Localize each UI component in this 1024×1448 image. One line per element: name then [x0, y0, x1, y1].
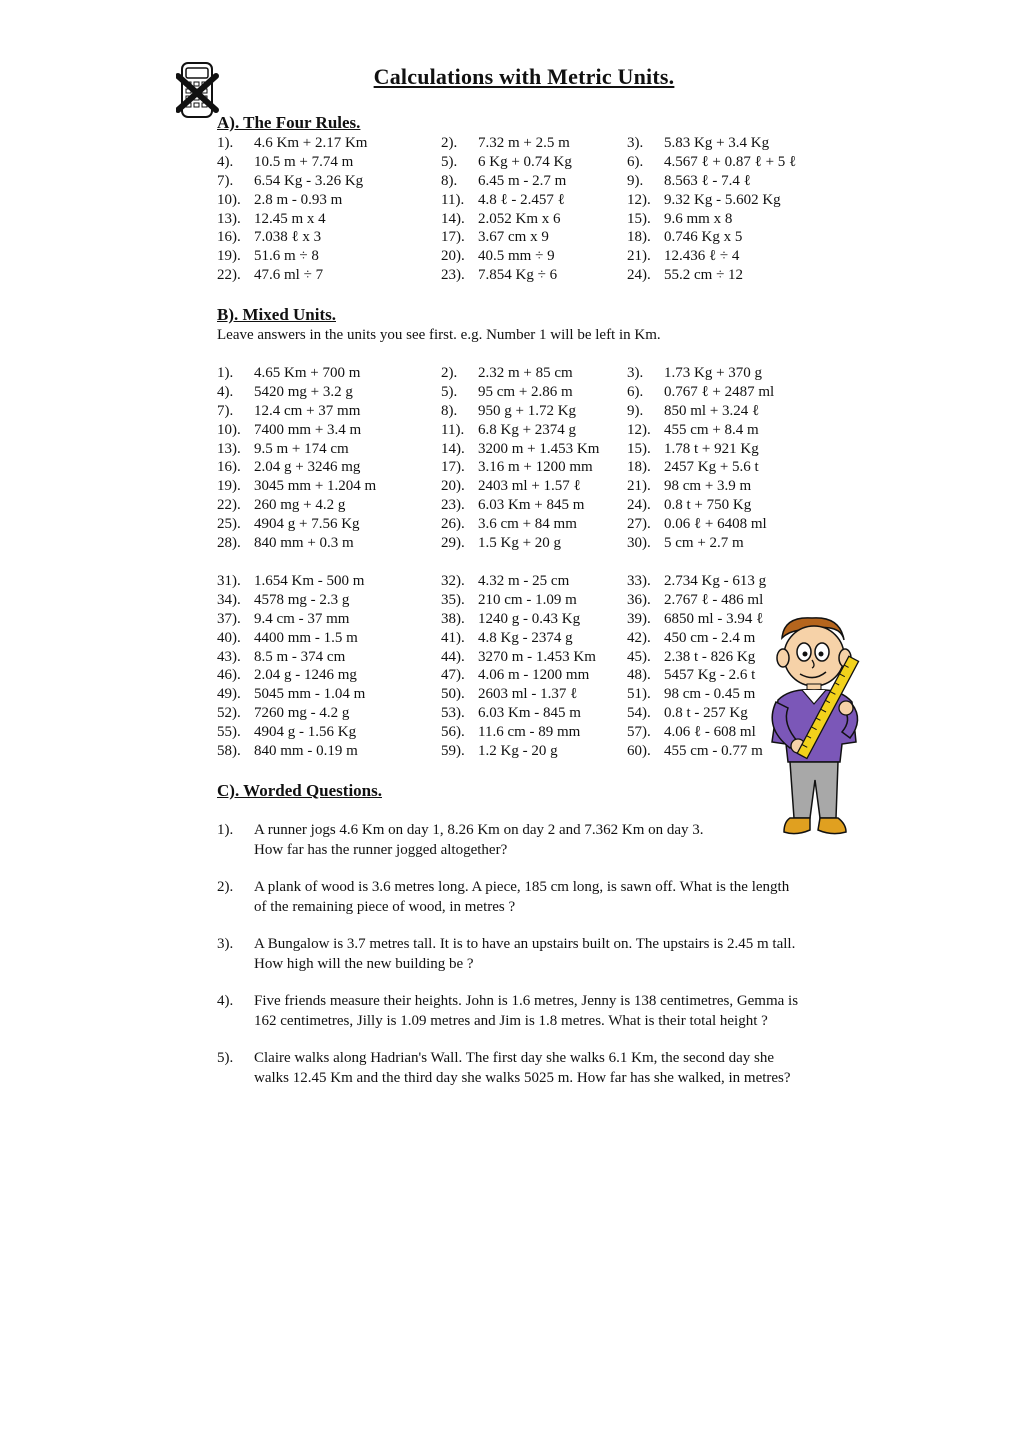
problem-number: 54). [627, 705, 651, 722]
problem-expression: 12.436 ℓ ÷ 4 [664, 248, 740, 265]
problem-item [627, 365, 762, 382]
problem-expression: 4.8 Kg - 2374 g [478, 629, 573, 646]
problem-item [627, 630, 755, 647]
problem-expression: 3270 m - 1.453 Km [478, 648, 596, 665]
problem-number: 32). [441, 573, 465, 589]
problem-expression: 2.767 ℓ - 486 ml [664, 591, 764, 608]
problem-number: 56). [441, 724, 465, 741]
problem-item [441, 192, 565, 209]
problem-item [441, 248, 555, 265]
problem-number: 18). [627, 459, 651, 476]
problem-expression: 2.04 g + 3246 mg [254, 459, 361, 476]
problem-expression: 55.2 cm ÷ 12 [664, 267, 744, 284]
problem-expression: 6.03 Km - 845 m [478, 705, 581, 722]
problem-expression: 5045 mm - 1.04 m [254, 686, 366, 703]
problem-expression: 8.563 ℓ - 7.4 ℓ [664, 172, 751, 189]
problem-item [627, 573, 766, 590]
problem-number: 11). [441, 421, 465, 438]
problem-item [627, 686, 755, 703]
problem-number: 47). [441, 667, 465, 684]
problem-item [217, 173, 363, 190]
question-text-line: A runner jogs 4.6 Km on day 1, 8.26 Km on day 2 and 7.362 Km on day 3. [254, 822, 704, 838]
problem-expression: 3200 m + 1.453 Km [478, 440, 600, 457]
problem-item [441, 154, 572, 171]
problem-expression: 3.6 cm + 84 mm [478, 516, 577, 533]
problem-expression: 455 cm - 0.77 m [664, 743, 763, 760]
problem-number: 49). [217, 686, 241, 703]
problem-item [627, 248, 739, 265]
problem-item [627, 497, 751, 514]
problem-item [441, 592, 577, 609]
problem-expression: 40.5 mm ÷ 9 [478, 248, 555, 265]
problem-expression: 5.83 Kg + 3.4 Kg [664, 135, 770, 151]
worded-question [217, 877, 837, 917]
problem-item [441, 229, 549, 246]
problem-item [627, 743, 763, 760]
problem-number: 10). [217, 421, 241, 438]
problem-expression: 6.45 m - 2.7 m [478, 172, 567, 189]
question-text-line: Five friends measure their heights. John is 1.6 metres, Jenny is 138 centimetres, Gemma is [254, 993, 799, 1009]
problem-item [441, 459, 593, 476]
problem-item [217, 743, 358, 760]
problem-number: 1). [217, 135, 234, 151]
problem-expression: 7400 mm + 3.4 m [254, 421, 362, 438]
boy-holding-ruler-illustration [760, 612, 870, 844]
problem-number: 17). [441, 229, 465, 246]
problem-expression: 4.06 m - 1200 mm [478, 667, 590, 684]
problem-number: 11). [441, 191, 465, 208]
problem-item [627, 173, 751, 190]
problem-item [627, 705, 748, 722]
problem-expression: 47.6 ml ÷ 7 [254, 267, 324, 284]
question-text-line: How far has the runner jogged altogether? [254, 842, 508, 858]
problem-expression: 1.78 t + 921 Kg [664, 440, 759, 457]
problem-item [441, 611, 580, 628]
problem-number: 14). [441, 210, 465, 227]
problem-item [217, 384, 353, 401]
problem-number: 59). [441, 743, 465, 760]
problem-expression: 1.654 Km - 500 m [254, 573, 365, 589]
problem-expression: 0.8 t - 257 Kg [664, 705, 748, 722]
page-title: Calculations with Metric Units. [373, 64, 675, 89]
problem-item [627, 516, 767, 533]
problem-number: 37). [217, 610, 241, 627]
question-text-line: Claire walks along Hadrian's Wall. The first day she walks 6.1 Km, the second day she [254, 1050, 774, 1066]
problem-item [441, 516, 577, 533]
problem-item [627, 649, 755, 666]
problem-number: 25). [217, 516, 241, 533]
question-text-line: of the remaining piece of wood, in metres ? [254, 899, 516, 915]
problem-expression: 4.65 Km + 700 m [254, 365, 361, 381]
problem-number: 23). [441, 267, 465, 284]
problem-expression: 0.767 ℓ + 2487 ml [664, 383, 775, 400]
problem-expression: 1.73 Kg + 370 g [664, 365, 763, 381]
problem-item [441, 743, 558, 760]
problem-number: 4). [217, 383, 234, 400]
problem-number: 40). [217, 629, 241, 646]
problem-item [441, 403, 576, 420]
problem-expression: 2.052 Km x 6 [478, 210, 561, 227]
problem-item [217, 229, 321, 246]
section-c-heading: C). Worded Questions. [217, 781, 382, 800]
problem-number: 10). [217, 191, 241, 208]
problem-expression: 9.6 mm x 8 [664, 210, 733, 227]
problem-expression: 6850 ml - 3.94 ℓ [664, 610, 764, 627]
problem-expression: 850 ml + 3.24 ℓ [664, 402, 760, 419]
section-a-heading: A). The Four Rules. [217, 113, 361, 132]
problem-expression: 1.2 Kg - 20 g [478, 743, 558, 760]
problem-item [441, 630, 573, 647]
problem-item [441, 211, 561, 228]
problem-number: 30). [627, 535, 651, 552]
problem-number: 12). [627, 191, 651, 208]
problem-number: 8). [441, 172, 458, 189]
problem-number: 2). [441, 135, 458, 151]
problem-expression: 7.854 Kg ÷ 6 [478, 267, 558, 284]
problem-number: 24). [627, 267, 651, 284]
problem-number: 58). [217, 743, 241, 760]
problem-expression: 4.06 ℓ - 608 ml [664, 724, 756, 741]
problem-number: 44). [441, 648, 465, 665]
problem-number: 3). [627, 365, 644, 381]
problem-number: 17). [441, 459, 465, 476]
problem-number: 31). [217, 573, 241, 589]
problem-item [217, 573, 364, 590]
problem-number: 4). [217, 153, 234, 170]
problem-item [217, 478, 376, 495]
problem-expression: 4400 mm - 1.5 m [254, 629, 358, 646]
problem-item [627, 403, 759, 420]
problem-item [627, 724, 756, 741]
problem-expression: 95 cm + 2.86 m [478, 383, 573, 400]
problem-number: 27). [627, 516, 651, 533]
problem-expression: 5 cm + 2.7 m [664, 535, 744, 552]
problem-item [217, 403, 360, 420]
problem-expression: 260 mg + 4.2 g [254, 497, 346, 514]
problem-number: 13). [217, 210, 241, 227]
problem-item [627, 422, 759, 439]
problem-number: 48). [627, 667, 651, 684]
problem-item [627, 459, 759, 476]
problem-item [441, 667, 589, 684]
problem-expression: 3045 mm + 1.204 m [254, 478, 377, 495]
worded-question [217, 991, 837, 1031]
section-b-instructions: Leave answers in the units you see first. e.g. Number 1 will be left in Km. [217, 327, 661, 343]
problem-number: 19). [217, 248, 241, 265]
problem-item [627, 535, 744, 552]
question-text-line: A Bungalow is 3.7 metres tall. It is to have an upstairs built on. The upstairs is 2.45 m tall. [254, 936, 796, 952]
problem-item [217, 192, 342, 209]
problem-item [217, 611, 349, 628]
problem-item [441, 649, 596, 666]
problem-number: 15). [627, 210, 651, 227]
no-calculator-icon [176, 60, 220, 120]
problem-item [627, 441, 759, 458]
question-number: 3). [217, 936, 234, 952]
problem-number: 8). [441, 402, 458, 419]
worded-question [217, 820, 837, 860]
problem-item [441, 497, 584, 514]
problem-number: 1). [217, 365, 234, 381]
problem-expression: 4578 mg - 2.3 g [254, 591, 350, 608]
problem-number: 16). [217, 459, 241, 476]
problem-item [441, 573, 569, 590]
problem-item [627, 592, 763, 609]
problem-expression: 6.54 Kg - 3.26 Kg [254, 172, 364, 189]
problem-item [627, 384, 774, 401]
problem-number: 7). [217, 402, 234, 419]
problem-expression: 210 cm - 1.09 m [478, 591, 577, 608]
problem-expression: 840 mm - 0.19 m [254, 743, 358, 760]
problem-number: 28). [217, 535, 241, 552]
problem-number: 33). [627, 573, 651, 589]
problem-number: 55). [217, 724, 241, 741]
problem-number: 24). [627, 497, 651, 514]
problem-number: 45). [627, 648, 651, 665]
worded-questions [217, 820, 837, 1105]
problem-item [441, 173, 566, 190]
problem-item [217, 649, 345, 666]
problem-number: 38). [441, 610, 465, 627]
problem-item [217, 630, 358, 647]
problem-item [441, 267, 557, 284]
problem-number: 22). [217, 267, 241, 284]
question-number: 5). [217, 1050, 234, 1066]
problem-expression: 3.67 cm x 9 [478, 229, 549, 246]
problem-item [217, 535, 354, 552]
problem-item [441, 535, 561, 552]
problem-expression: 4.8 ℓ - 2.457 ℓ [478, 191, 565, 208]
problem-expression: 9.4 cm - 37 mm [254, 610, 350, 627]
question-number: 2). [217, 879, 234, 895]
problem-number: 50). [441, 686, 465, 703]
problem-expression: 450 cm - 2.4 m [664, 629, 756, 646]
problem-item [627, 478, 751, 495]
problem-number: 9). [627, 402, 644, 419]
problem-number: 14). [441, 440, 465, 457]
problem-number: 39). [627, 610, 651, 627]
problem-number: 16). [217, 229, 241, 246]
problem-item [217, 365, 360, 382]
problem-expression: 0.746 Kg x 5 [664, 229, 743, 246]
problem-expression: 11.6 cm - 89 mm [478, 724, 581, 741]
problem-item [217, 592, 349, 609]
problem-item [217, 705, 349, 722]
problem-item [627, 211, 732, 228]
problem-number: 2). [441, 365, 458, 381]
problem-expression: 2.8 m - 0.93 m [254, 191, 343, 208]
problem-expression: 840 mm + 0.3 m [254, 535, 354, 552]
problem-item [627, 154, 796, 171]
problem-item [441, 686, 577, 703]
problem-expression: 6.8 Kg + 2374 g [478, 421, 577, 438]
problem-number: 5). [441, 383, 458, 400]
problem-number: 46). [217, 667, 241, 684]
problem-item [627, 135, 769, 152]
problem-item [217, 422, 361, 439]
problem-number: 52). [217, 705, 241, 722]
problem-expression: 6 Kg + 0.74 Kg [478, 153, 572, 170]
problem-item [441, 705, 581, 722]
problem-expression: 1240 g - 0.43 Kg [478, 610, 581, 627]
problem-item [217, 686, 365, 703]
problem-expression: 4904 g + 7.56 Kg [254, 516, 360, 533]
problem-item [217, 516, 360, 533]
problem-item [627, 267, 743, 284]
problem-number: 60). [627, 743, 651, 760]
problem-item [627, 192, 781, 209]
question-number: 1). [217, 822, 234, 838]
problem-expression: 2403 ml + 1.57 ℓ [478, 478, 581, 495]
problem-number: 6). [627, 383, 644, 400]
problem-number: 19). [217, 478, 241, 495]
problem-item [217, 441, 349, 458]
problem-expression: 12.4 cm + 37 mm [254, 402, 361, 419]
problem-expression: 4.567 ℓ + 0.87 ℓ + 5 ℓ [664, 153, 797, 170]
problem-item [217, 267, 323, 284]
problem-number: 5). [441, 153, 458, 170]
problem-number: 41). [441, 629, 465, 646]
problem-item [627, 611, 763, 628]
problem-item [217, 211, 326, 228]
question-text-line: A plank of wood is 3.6 metres long. A piece, 185 cm long, is sawn off. What is the length [254, 879, 790, 895]
problem-expression: 2603 ml - 1.37 ℓ [478, 686, 578, 703]
problem-item [441, 422, 576, 439]
problem-expression: 12.45 m x 4 [254, 210, 326, 227]
problem-number: 51). [627, 686, 651, 703]
section-b-heading: B). Mixed Units. [217, 305, 336, 324]
problem-number: 22). [217, 497, 241, 514]
problem-expression: 950 g + 1.72 Kg [478, 402, 577, 419]
problem-expression: 1.5 Kg + 20 g [478, 535, 562, 552]
problem-expression: 2457 Kg + 5.6 t [664, 459, 759, 476]
problem-number: 34). [217, 591, 241, 608]
problem-expression: 9.32 Kg - 5.602 Kg [664, 191, 781, 208]
problem-item [217, 459, 360, 476]
problem-item [217, 135, 367, 152]
problem-number: 9). [627, 172, 644, 189]
question-text-line: walks 12.45 Km and the third day she walks 5025 m. How far has she walked, in metres? [254, 1070, 791, 1086]
problem-number: 21). [627, 478, 651, 495]
problem-expression: 7.32 m + 2.5 m [478, 135, 570, 151]
problem-item [627, 667, 755, 684]
problem-number: 20). [441, 478, 465, 495]
problem-number: 23). [441, 497, 465, 514]
problem-expression: 4904 g - 1.56 Kg [254, 724, 357, 741]
problem-number: 7). [217, 172, 234, 189]
problem-expression: 9.5 m + 174 cm [254, 440, 349, 457]
problem-expression: 7.038 ℓ x 3 [254, 229, 322, 246]
problem-item [217, 154, 353, 171]
problem-expression: 2.04 g - 1246 mg [254, 667, 357, 684]
problem-number: 26). [441, 516, 465, 533]
worded-question [217, 934, 837, 974]
problem-number: 15). [627, 440, 651, 457]
problem-number: 20). [441, 248, 465, 265]
question-text-line: 162 centimetres, Jilly is 1.09 metres and Jim is 1.8 metres. What is their total height ? [254, 1013, 768, 1029]
problem-number: 42). [627, 629, 651, 646]
problem-number: 18). [627, 229, 651, 246]
problem-expression: 7260 mg - 4.2 g [254, 705, 350, 722]
problem-item [217, 497, 345, 514]
problem-expression: 2.38 t - 826 Kg [664, 648, 756, 665]
problem-expression: 51.6 m ÷ 8 [254, 248, 319, 265]
problem-item [627, 229, 742, 246]
problem-expression: 10.5 m + 7.74 m [254, 153, 354, 170]
problem-expression: 4.32 m - 25 cm [478, 573, 570, 589]
problem-number: 13). [217, 440, 241, 457]
problem-item [441, 384, 573, 401]
problem-expression: 0.8 t + 750 Kg [664, 497, 752, 514]
problem-number: 21). [627, 248, 651, 265]
problem-item [217, 724, 356, 741]
worded-question [217, 1048, 837, 1088]
problem-number: 29). [441, 535, 465, 552]
problem-expression: 98 cm - 0.45 m [664, 686, 756, 703]
problem-expression: 4.6 Km + 2.17 Km [254, 135, 368, 151]
problem-item [441, 135, 570, 152]
problem-expression: 8.5 m - 374 cm [254, 648, 346, 665]
problem-expression: 98 cm + 3.9 m [664, 478, 752, 495]
problem-number: 12). [627, 421, 651, 438]
problem-expression: 5457 Kg - 2.6 t [664, 667, 756, 684]
problem-expression: 5420 mg + 3.2 g [254, 383, 353, 400]
problem-item [217, 667, 357, 684]
problem-item [441, 724, 580, 741]
problem-number: 36). [627, 591, 651, 608]
problem-item [441, 441, 599, 458]
question-text-line: How high will the new building be ? [254, 956, 474, 972]
question-number: 4). [217, 993, 234, 1009]
problem-item [441, 365, 573, 382]
problem-item [441, 478, 581, 495]
problem-number: 35). [441, 591, 465, 608]
problem-expression: 2.734 Kg - 613 g [664, 573, 767, 589]
problem-expression: 2.32 m + 85 cm [478, 365, 573, 381]
problem-number: 6). [627, 153, 644, 170]
problem-expression: 455 cm + 8.4 m [664, 421, 759, 438]
problem-expression: 3.16 m + 1200 mm [478, 459, 593, 476]
problem-number: 57). [627, 724, 651, 741]
problem-item [217, 248, 319, 265]
problem-expression: 6.03 Km + 845 m [478, 497, 585, 514]
problem-number: 3). [627, 135, 644, 151]
problem-number: 43). [217, 648, 241, 665]
problem-number: 53). [441, 705, 465, 722]
problem-expression: 0.06 ℓ + 6408 ml [664, 516, 767, 533]
